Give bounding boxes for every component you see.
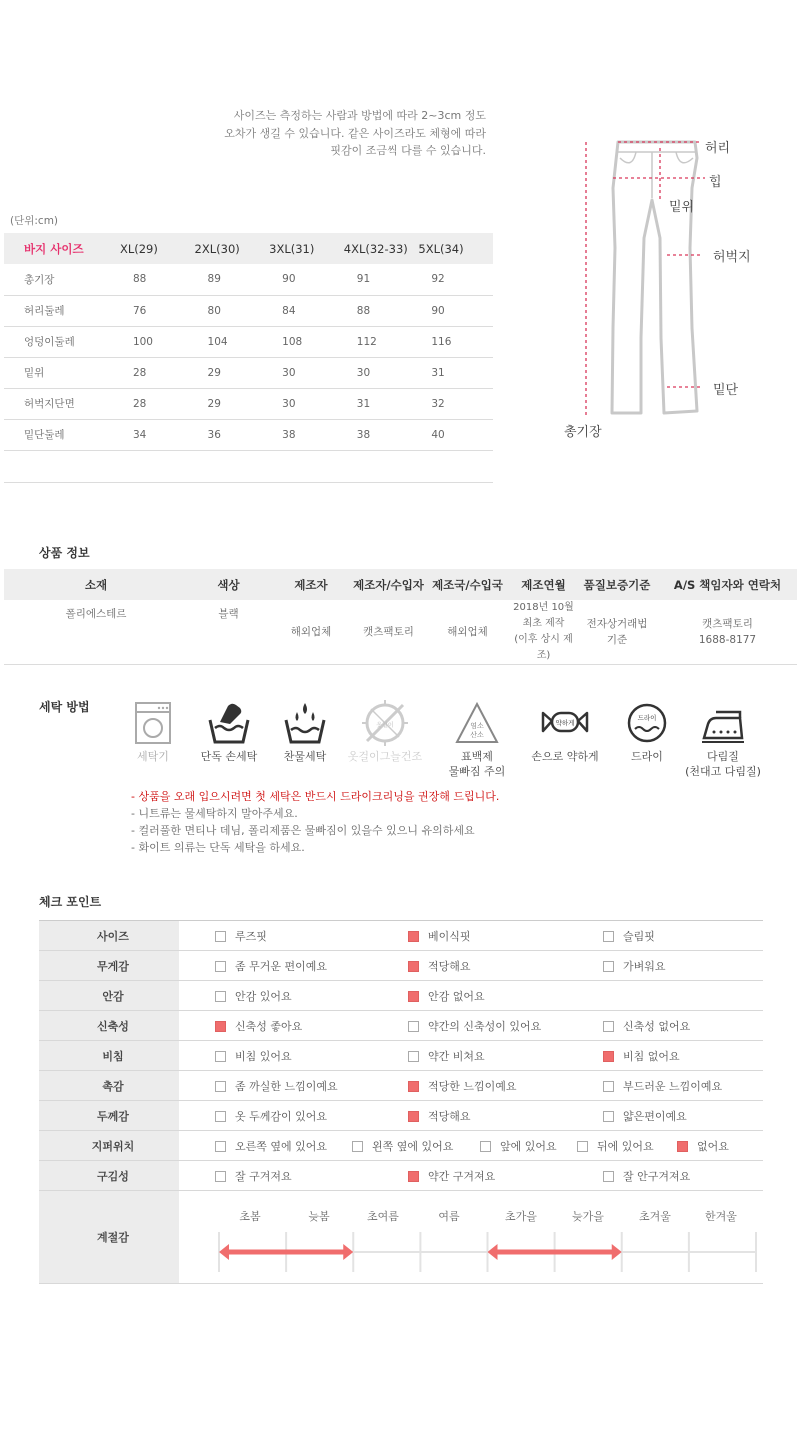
product-info-table	[4, 569, 797, 665]
size-cell: 76	[120, 295, 195, 326]
wash-label: 단독 손세탁	[200, 750, 258, 763]
dry-clean-icon	[624, 700, 670, 746]
washing-title: 세탁 방법	[39, 700, 90, 714]
info-header-cell: 제조자/수입자	[353, 569, 424, 600]
size-header-cell: 4XL(32-33)	[344, 233, 419, 264]
season-name: 초여름	[367, 1210, 399, 1223]
size-header-cell: 2XL(30)	[195, 233, 270, 264]
checkbox[interactable]	[352, 1141, 363, 1152]
size-cell: 31	[344, 388, 419, 419]
iron-icon	[700, 700, 746, 746]
wash-label: 다림질 (천대고 다림질)	[685, 750, 761, 778]
checkbox[interactable]	[215, 991, 226, 1002]
check-option[interactable]	[408, 928, 471, 944]
size-header-cell: 3XL(31)	[269, 233, 344, 264]
checkbox[interactable]	[215, 1171, 226, 1182]
checkbox[interactable]	[408, 931, 419, 942]
option-text: 적당한 느낌이예요	[428, 1080, 517, 1093]
dry-clean-icon-text: 드라이	[637, 714, 657, 722]
size-note	[180, 107, 486, 160]
option-text: 베이식핏	[428, 930, 471, 943]
size-row-label: 엉덩이둘레	[4, 326, 120, 357]
check-option[interactable]	[408, 1168, 495, 1184]
wash-item	[345, 700, 425, 764]
check-option[interactable]	[577, 1138, 654, 1154]
info-header-cell: A/S 책임자와 연락처	[658, 569, 797, 600]
size-cell: 29	[195, 357, 270, 388]
check-row	[39, 981, 763, 1011]
size-cell: 92	[418, 264, 493, 295]
checkbox[interactable]	[215, 1021, 226, 1032]
option-text: 없어요	[697, 1140, 729, 1153]
checkbox[interactable]	[603, 1171, 614, 1182]
checkbox[interactable]	[603, 1021, 614, 1032]
gentle-wring-icon	[540, 700, 590, 746]
info-cell: 해외업체	[424, 600, 511, 665]
table-row	[4, 326, 493, 357]
option-text: 좀 무거운 편이예요	[235, 960, 328, 973]
shade-dry-icon	[362, 700, 408, 746]
info-header-cell: 품질보증기준	[576, 569, 658, 600]
season-names	[180, 1208, 760, 1228]
product-info-title: 상품 정보	[39, 546, 90, 560]
option-text: 안감 없어요	[428, 990, 485, 1003]
checkbox[interactable]	[677, 1141, 688, 1152]
svg-text:산소: 산소	[470, 731, 484, 739]
size-cell: 89	[195, 264, 270, 295]
wash-label: 찬물세탁	[283, 750, 327, 763]
check-option[interactable]	[603, 1048, 680, 1064]
size-cell: 112	[344, 326, 419, 357]
size-cell: 40	[418, 419, 493, 450]
shade-dry-icon-text: 옷걸이	[376, 722, 394, 729]
option-text: 적당해요	[428, 1110, 471, 1123]
table-row	[4, 419, 493, 450]
checkbox[interactable]	[603, 961, 614, 972]
size-cell: 30	[344, 357, 419, 388]
diagram-label-length: 총기장	[564, 425, 602, 440]
info-cell: 캣츠팩토리 1688-8177	[658, 600, 797, 665]
size-cell: 34	[120, 419, 195, 450]
check-row-label: 촉감	[39, 1071, 179, 1101]
table-row-empty	[4, 450, 493, 482]
size-table	[4, 233, 493, 483]
info-header-cell: 소재	[4, 569, 188, 600]
option-text: 앞에 있어요	[500, 1140, 557, 1153]
option-text: 약간의 신축성이 있어요	[428, 1020, 542, 1033]
check-option[interactable]	[215, 1048, 292, 1064]
info-cell: 캣츠팩토리	[353, 600, 424, 665]
season-name: 한겨울	[705, 1210, 737, 1223]
option-text: 적당해요	[428, 960, 471, 973]
option-text: 잘 구겨져요	[235, 1170, 292, 1183]
wash-note: - 컬러풀한 면티나 데님, 폴리제품은 물빠짐이 있을수 있으니 유의하세요	[131, 824, 475, 837]
checkbox[interactable]	[408, 1171, 419, 1182]
option-text: 안감 있어요	[235, 990, 292, 1003]
size-cell: 88	[120, 264, 195, 295]
option-text: 잘 안구겨져요	[623, 1170, 691, 1183]
checkbox[interactable]	[577, 1141, 588, 1152]
checkbox[interactable]	[408, 1021, 419, 1032]
info-cell: 전자상거래법 기준	[576, 600, 658, 665]
size-cell: 104	[195, 326, 270, 357]
pants-diagram	[540, 128, 800, 448]
wash-item	[113, 700, 193, 764]
check-row-label: 신축성	[39, 1011, 179, 1041]
season-name: 여름	[438, 1210, 460, 1223]
table-row	[4, 600, 797, 665]
wash-label: 세탁기	[137, 750, 169, 763]
option-text: 뒤에 있어요	[597, 1140, 654, 1153]
checkbox[interactable]	[603, 931, 614, 942]
svg-text:염소: 염소	[470, 722, 484, 730]
info-header-cell: 제조자	[269, 569, 353, 600]
season-name: 초겨울	[639, 1210, 671, 1223]
wash-label: 드라이	[631, 750, 663, 763]
option-text: 슬림핏	[623, 930, 655, 943]
info-cell: 폴리에스테르	[4, 600, 188, 665]
checkbox[interactable]	[215, 931, 226, 942]
check-option[interactable]	[603, 1018, 690, 1034]
check-option[interactable]	[603, 1108, 687, 1124]
checkbox[interactable]	[603, 1081, 614, 1092]
size-cell: 108	[269, 326, 344, 357]
check-option[interactable]	[215, 1168, 292, 1184]
option-text: 신축성 없어요	[623, 1020, 691, 1033]
wash-item	[525, 700, 605, 764]
season-label: 계절감	[39, 1191, 179, 1284]
check-option[interactable]	[408, 1078, 517, 1094]
check-row-label: 안감	[39, 981, 179, 1011]
option-text: 좀 까실한 느낌이예요	[235, 1080, 338, 1093]
checkbox[interactable]	[408, 961, 419, 972]
checkbox[interactable]	[215, 1081, 226, 1092]
info-cell: 블랙	[188, 600, 269, 665]
check-option[interactable]	[603, 1168, 690, 1184]
diagram-label-thigh: 허벅지	[713, 250, 751, 265]
check-option[interactable]	[603, 1078, 722, 1094]
checkbox[interactable]	[480, 1141, 491, 1152]
size-cell: 38	[344, 419, 419, 450]
size-cell: 84	[269, 295, 344, 326]
option-text: 약간 비쳐요	[428, 1050, 485, 1063]
option-text: 왼쪽 옆에 있어요	[372, 1140, 454, 1153]
option-text: 옷 두께감이 있어요	[235, 1110, 328, 1123]
table-row	[4, 357, 493, 388]
wash-note: - 상품을 오래 입으시려면 첫 세탁은 반드시 드라이크리닝을 권장해 드립니다.	[131, 790, 500, 803]
option-text: 가벼워요	[623, 960, 666, 973]
season-name: 초가을	[505, 1210, 537, 1223]
size-cell: 36	[195, 419, 270, 450]
size-cell: 90	[418, 295, 493, 326]
size-cell: 90	[269, 264, 344, 295]
check-points-title: 체크 포인트	[39, 895, 102, 909]
check-option[interactable]	[480, 1138, 557, 1154]
size-row-label: 밑단둘레	[4, 419, 120, 450]
diagram-label-hem: 밑단	[713, 383, 739, 398]
option-text: 얇은편이예요	[623, 1110, 687, 1123]
check-row-label: 무게감	[39, 951, 179, 981]
cold-water-icon	[282, 700, 328, 746]
check-option[interactable]	[215, 958, 327, 974]
season-name: 늦봄	[308, 1210, 330, 1223]
checkbox[interactable]	[215, 961, 226, 972]
washing-machine-icon	[133, 700, 173, 746]
wash-item	[265, 700, 345, 764]
diagram-label-waist: 허리	[705, 141, 731, 156]
option-text: 루즈핏	[235, 930, 267, 943]
option-text: 약간 구겨져요	[428, 1170, 496, 1183]
size-row-label: 허리둘레	[4, 295, 120, 326]
checkbox[interactable]	[408, 1111, 419, 1122]
size-row-label: 허벅지단면	[4, 388, 120, 419]
check-option[interactable]	[603, 958, 666, 974]
check-option[interactable]	[408, 1108, 471, 1124]
check-option[interactable]	[215, 1018, 302, 1034]
gentle-wring-icon-text: 약하게	[555, 719, 575, 727]
diagram-label-hip: 힙	[709, 175, 722, 190]
checkbox[interactable]	[603, 1111, 614, 1122]
check-option[interactable]	[408, 1048, 485, 1064]
hand-wash-icon	[206, 700, 252, 746]
pants-outline-icon	[612, 142, 697, 413]
wash-item	[189, 700, 269, 764]
option-text: 신축성 좋아요	[235, 1020, 303, 1033]
check-option[interactable]	[215, 928, 267, 944]
size-cell: 38	[269, 419, 344, 450]
check-option[interactable]	[677, 1138, 729, 1154]
size-cell: 29	[195, 388, 270, 419]
checkbox[interactable]	[603, 1051, 614, 1062]
checkbox[interactable]	[215, 1111, 226, 1122]
diagram-label-rise: 밑위	[669, 200, 695, 215]
check-option[interactable]	[408, 1018, 541, 1034]
check-row-label: 두께감	[39, 1101, 179, 1131]
season-track	[205, 1230, 765, 1276]
check-option[interactable]	[215, 1108, 327, 1124]
check-option[interactable]	[215, 1078, 338, 1094]
size-note-line: 사이즈는 측정하는 사람과 방법에 따라 2~3cm 정도	[233, 109, 486, 122]
season-name: 늦가을	[572, 1210, 604, 1223]
wash-label: 손으로 약하게	[531, 750, 599, 763]
measure-lines	[586, 142, 705, 416]
option-text: 비침 있어요	[235, 1050, 292, 1063]
size-header-cell: 5XL(34)	[418, 233, 493, 264]
check-option[interactable]	[215, 1138, 327, 1154]
option-text: 부드러운 느낌이예요	[623, 1080, 723, 1093]
option-text: 비침 없어요	[623, 1050, 680, 1063]
size-row-label: 밑위	[4, 357, 120, 388]
wash-item	[437, 700, 517, 779]
table-row	[4, 388, 493, 419]
check-row-label: 사이즈	[39, 921, 179, 951]
size-cell: 116	[418, 326, 493, 357]
checkbox[interactable]	[408, 1051, 419, 1062]
info-header-cell: 색상	[188, 569, 269, 600]
size-header-cell: XL(29)	[120, 233, 195, 264]
info-header-cell: 제조국/수입국	[424, 569, 511, 600]
check-row-label: 비침	[39, 1041, 179, 1071]
check-option[interactable]	[408, 958, 471, 974]
size-note-line: 핏감이 조금씩 다를 수 있습니다.	[330, 144, 486, 157]
size-cell: 28	[120, 388, 195, 419]
option-text: 오른쪽 옆에 있어요	[235, 1140, 328, 1153]
size-row-label: 총기장	[4, 264, 120, 295]
checkbox[interactable]	[408, 991, 419, 1002]
check-row-label: 지퍼위치	[39, 1131, 179, 1161]
wash-notes	[131, 788, 499, 856]
size-table-header	[4, 233, 493, 264]
wash-note: - 화이트 의류는 단독 세탁을 하세요.	[131, 841, 305, 854]
wash-label: 표백제 물빠짐 주의	[448, 750, 506, 778]
wash-note: - 니트류는 물세탁하지 말아주세요.	[131, 807, 298, 820]
check-option[interactable]	[603, 928, 655, 944]
info-header-cell: 제조연월	[511, 569, 576, 600]
wash-item	[683, 700, 763, 779]
size-cell: 32	[418, 388, 493, 419]
checkbox[interactable]	[408, 1081, 419, 1092]
size-cell: 80	[195, 295, 270, 326]
size-cell: 30	[269, 388, 344, 419]
bleach-triangle-icon	[454, 700, 500, 746]
table-row	[4, 295, 493, 326]
product-info-header	[4, 569, 797, 600]
size-cell: 88	[344, 295, 419, 326]
size-note-line: 오차가 생길 수 있습니다. 같은 사이즈라도 체형에 따라	[224, 126, 486, 140]
size-cell: 91	[344, 264, 419, 295]
size-cell: 30	[269, 357, 344, 388]
checkbox[interactable]	[215, 1141, 226, 1152]
size-cell: 100	[120, 326, 195, 357]
check-option[interactable]	[408, 988, 485, 1004]
check-option[interactable]	[215, 988, 292, 1004]
info-cell: 해외업체	[269, 600, 353, 665]
size-header-cell: 바지 사이즈	[4, 233, 120, 264]
info-cell: 2018년 10월 최초 제작 (이후 상시 제조)	[511, 600, 576, 665]
table-row	[4, 264, 493, 295]
wash-label: 옷걸이그늘건조	[347, 750, 423, 763]
check-option[interactable]	[352, 1138, 453, 1154]
check-row-label: 구김성	[39, 1161, 179, 1191]
checkbox[interactable]	[215, 1051, 226, 1062]
size-cell: 28	[120, 357, 195, 388]
size-cell: 31	[418, 357, 493, 388]
size-unit: (단위:cm)	[10, 215, 59, 227]
season-name: 초봄	[239, 1210, 261, 1223]
